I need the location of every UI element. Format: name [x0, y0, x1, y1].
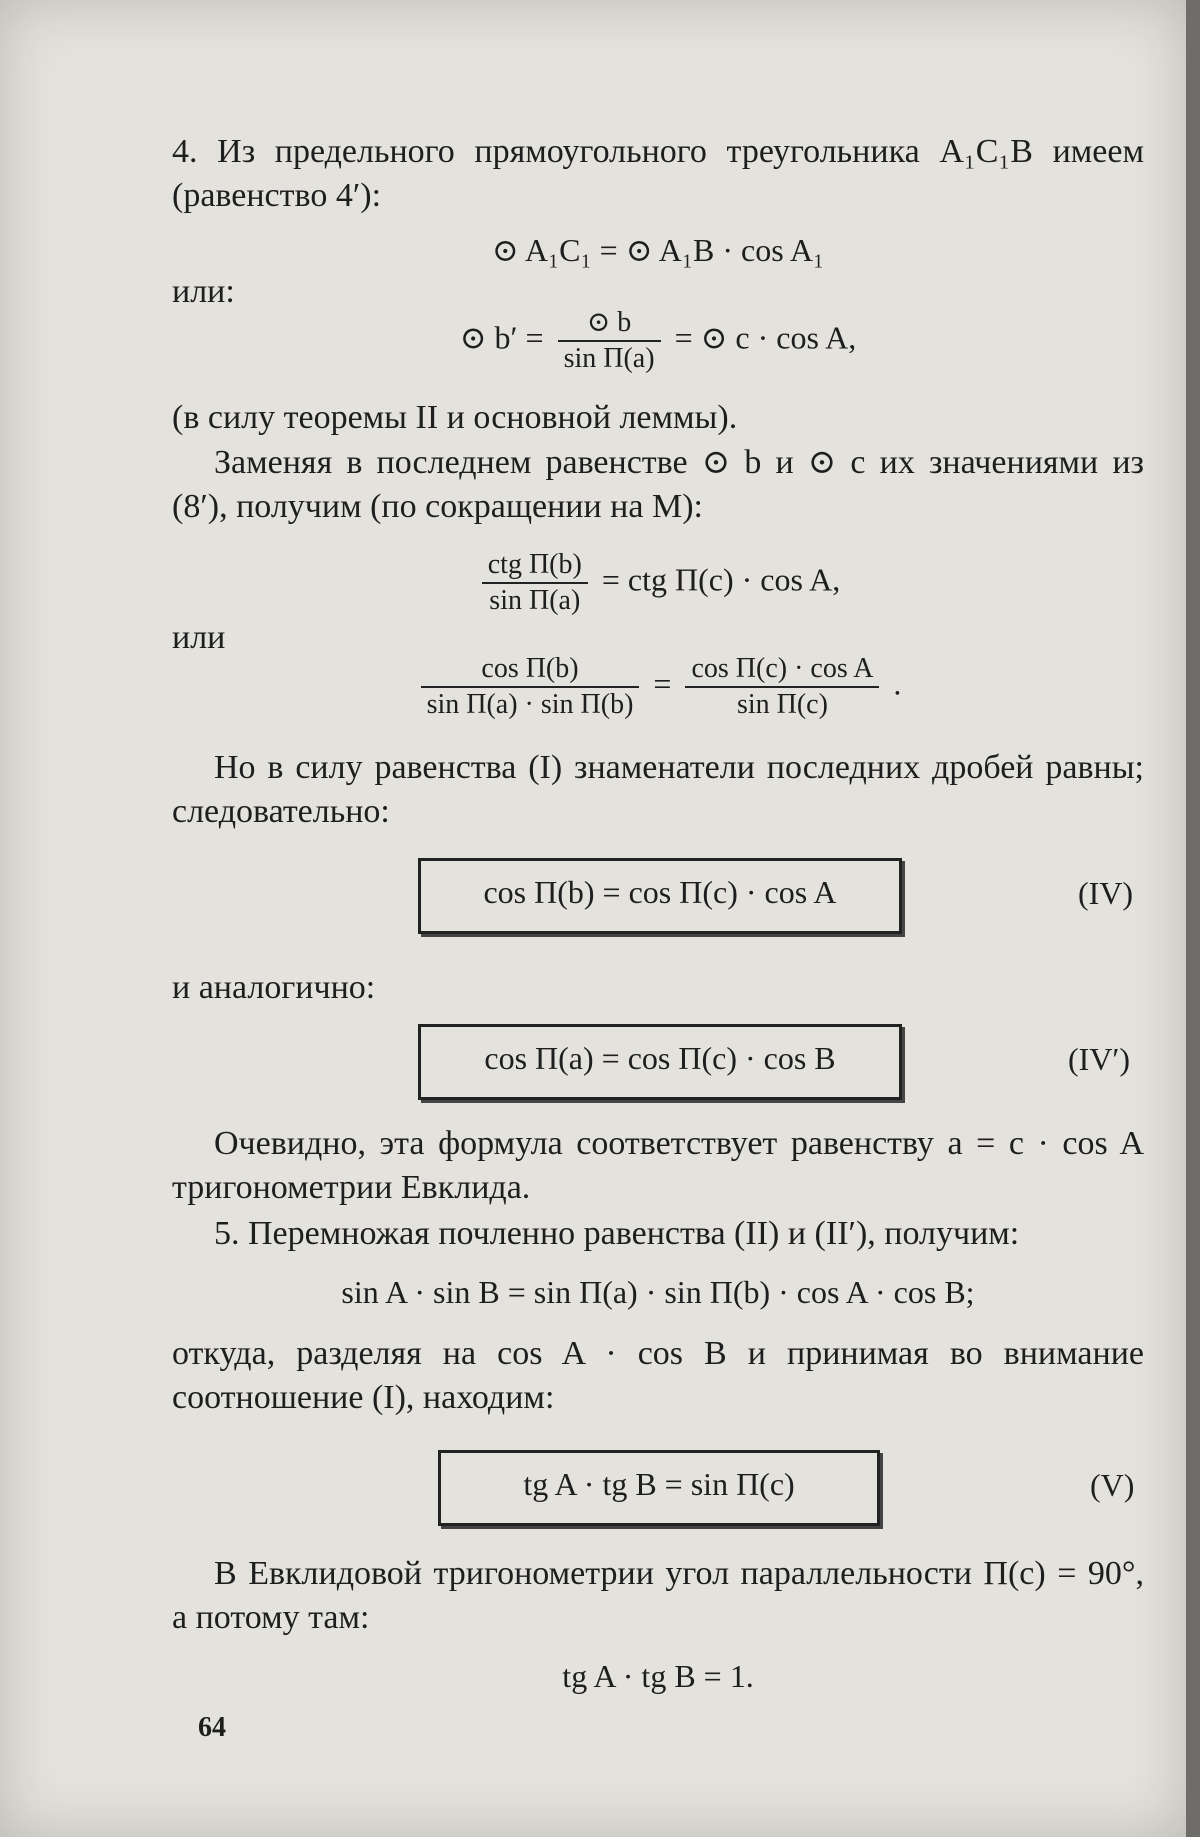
- word-similarly: и аналогично:: [172, 969, 376, 1006]
- paragraph-4-intro: 4. Из предельного прямоугольного треугольника A₁C₁B имеем (равенство 4′):: [172, 133, 1144, 214]
- formula-4-equals: =: [653, 665, 672, 702]
- paragraph-5: 5. Перемножая почленно равенства (II) и (II′), получим:: [214, 1215, 1020, 1252]
- page-number: 64: [198, 1712, 226, 1743]
- fraction-numerator: ⊙ b: [558, 306, 661, 342]
- formula-2-right: = ⊙ c · cos A,: [674, 319, 857, 356]
- formula-4: [172, 652, 1144, 722]
- formula-4-fraction-right: [685, 652, 879, 722]
- note-theorem: (в силу теоремы II и основной леммы).: [172, 399, 738, 436]
- paragraph-obviously: Очевидно, эта формула соответствует равенству a = c · cos A тригонометрии Евклида.: [172, 1125, 1144, 1206]
- formula-2-left: ⊙ b′ =: [459, 319, 544, 356]
- formula-5: sin A · sin B = sin Π(a) · sin Π(b) · cos A · cos B;: [341, 1274, 975, 1310]
- equation-label-iv: (IV): [1078, 875, 1134, 911]
- equation-label-iv-prime: (IV′): [1068, 1041, 1131, 1077]
- formula-3-fraction: [482, 548, 588, 618]
- paragraph-euclid: В Евклидовой тригонометрии угол параллельности Π(c) = 90°, а потому там:: [172, 1555, 1144, 1636]
- fraction-numerator: ctg Π(b): [482, 548, 588, 584]
- formula-2-fraction: [558, 306, 661, 376]
- paragraph-replace: Заменяя в последнем равенстве ⊙ b и ⊙ c их значениями из (8′), получим (по сокращении на M):: [172, 444, 1144, 525]
- formula-3-right: = ctg Π(c) · cos A,: [601, 561, 841, 598]
- boxed-formula-iv: cos Π(b) = cos Π(c) · cos A: [418, 858, 902, 934]
- formula-1: ⊙ A₁C₁ = ⊙ A₁B · cos A₁: [491, 232, 825, 268]
- formula-3: [172, 548, 1144, 618]
- fraction-denominator: sin Π(c): [736, 689, 828, 720]
- equation-label-v: (V): [1090, 1467, 1135, 1503]
- word-or-1: или:: [172, 273, 235, 310]
- word-or-2: или: [172, 619, 226, 656]
- paragraph-denominators: Но в силу равенства (I) знаменатели последних дробей равны; следовательно:: [172, 749, 1144, 830]
- formula-4-end: .: [893, 665, 902, 702]
- boxed-formula-iv-prime: cos Π(a) = cos Π(c) · cos B: [418, 1024, 902, 1100]
- formula-6: tg A · tg B = 1.: [562, 1658, 754, 1694]
- fraction-numerator: cos Π(c) · cos A: [685, 652, 879, 688]
- fraction-denominator: sin Π(a): [489, 585, 581, 616]
- boxed-formula-v: tg A · tg B = sin Π(c): [438, 1450, 880, 1526]
- formula-2: [172, 306, 1144, 376]
- fraction-denominator: sin Π(a): [563, 343, 655, 374]
- fraction-denominator: sin Π(a) · sin Π(b): [426, 689, 634, 720]
- paragraph-whence: откуда, разделяя на cos A · cos B и принимая во внимание соотношение (I), находим:: [172, 1335, 1144, 1416]
- formula-4-fraction-left: [421, 652, 640, 722]
- fraction-numerator: cos Π(b): [421, 652, 640, 688]
